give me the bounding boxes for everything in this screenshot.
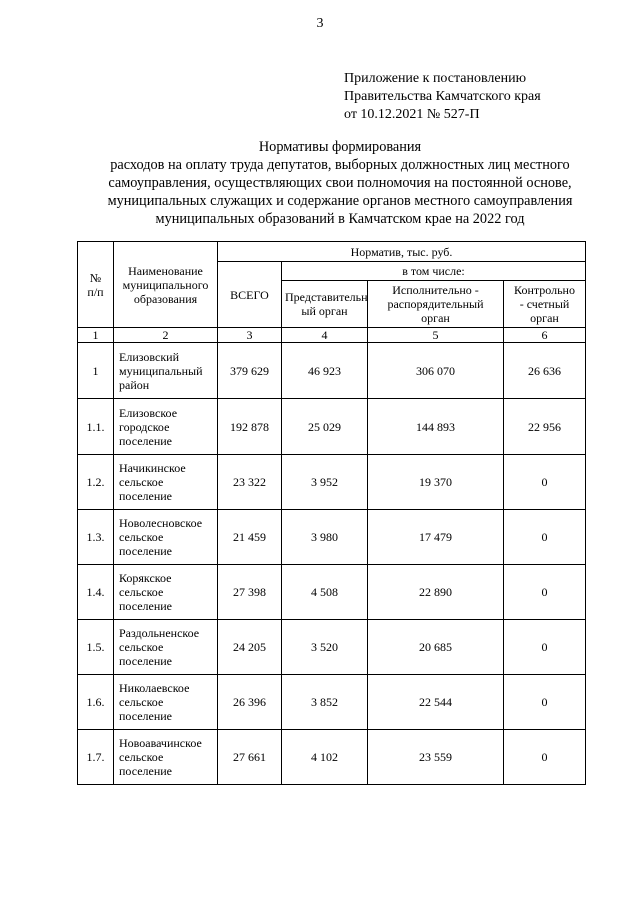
appendix-reference [344,70,624,124]
table-row [78,730,586,785]
column-number: 6 [504,328,586,343]
column-number: 4 [282,328,368,343]
row-exec: 22 544 [368,675,504,730]
row-number: 1 [78,343,114,399]
row-name-line: сельское [119,750,164,764]
header-audit [504,281,586,328]
row-audit: 0 [504,510,586,565]
row-total: 26 396 [218,675,282,730]
header-num-line: п/п [87,284,104,299]
row-total: 379 629 [218,343,282,399]
row-exec: 19 370 [368,455,504,510]
row-audit: 0 [504,620,586,675]
row-exec: 22 890 [368,565,504,620]
table-row [78,620,586,675]
row-total: 21 459 [218,510,282,565]
title-line: муниципальных служащих и содержание органов местного самоуправления [107,193,573,209]
row-name-line: городское [119,419,170,434]
header-rep-line: Представительн [285,290,368,304]
row-rep: 25 029 [282,399,368,455]
header-name [114,242,218,328]
column-number: 1 [78,328,114,343]
row-exec: 20 685 [368,620,504,675]
row-name-line: муниципальный [119,363,203,378]
row-name-line: поселение [119,489,173,503]
row-rep: 4 508 [282,565,368,620]
row-name [114,510,218,565]
appendix-line: Приложение к постановлению [344,71,527,86]
row-name [114,675,218,730]
row-name-line: Корякское [119,571,172,585]
table-row [78,510,586,565]
header-exec-line: Исполнительно - [392,283,479,297]
row-name-line: сельское [119,530,164,544]
row-name [114,565,218,620]
row-number: 1.4. [78,565,114,620]
row-audit: 0 [504,565,586,620]
row-audit: 0 [504,730,586,785]
row-name-line: поселение [119,654,173,668]
norms-table [77,241,586,785]
row-exec: 306 070 [368,343,504,399]
row-name-line: сельское [119,475,164,489]
row-total: 192 878 [218,399,282,455]
table-row [78,565,586,620]
header-norm: Норматив, тыс. руб. [218,242,586,262]
row-audit: 0 [504,455,586,510]
header-name-line: муниципального [122,277,209,292]
row-name [114,620,218,675]
row-audit: 26 636 [504,343,586,399]
row-rep: 3 520 [282,620,368,675]
header-name-line: Наименование [128,263,203,278]
header-exec-line: распорядительный [387,297,484,311]
row-name-line: Елизовский [119,349,180,364]
row-number: 1.1. [78,399,114,455]
row-audit: 22 956 [504,399,586,455]
row-audit: 0 [504,675,586,730]
row-name [114,399,218,455]
row-exec: 23 559 [368,730,504,785]
title-line: муниципальных образований в Камчатском крае на 2022 год [155,211,525,227]
row-number: 1.7. [78,730,114,785]
table-header-row [78,242,586,262]
row-name [114,455,218,510]
row-name [114,343,218,399]
row-name-line: Новоавачинское [119,736,202,750]
row-name-line: сельское [119,640,164,654]
row-number: 1.2. [78,455,114,510]
title-line: Нормативы формирования [258,139,422,155]
table-row [78,399,586,455]
row-exec: 144 893 [368,399,504,455]
row-rep: 46 923 [282,343,368,399]
table-body [78,343,586,785]
header-including: в том числе: [282,262,586,281]
row-number: 1.3. [78,510,114,565]
table-row [78,675,586,730]
header-rep-line: ый орган [301,304,348,318]
column-number: 2 [114,328,218,343]
row-name-line: Начикинское [119,461,186,475]
row-name-line: Николаевское [119,681,190,695]
row-total: 27 661 [218,730,282,785]
header-audit-line: Контрольно [514,283,575,297]
page-number: 3 [316,16,324,31]
header-audit-line: - счетный [519,297,570,311]
header-exec [368,281,504,328]
table-row [78,343,586,399]
header-total: ВСЕГО [218,262,282,328]
row-exec: 17 479 [368,510,504,565]
table-row [78,455,586,510]
appendix-line: Правительства Камчатского края [344,89,541,104]
row-total: 24 205 [218,620,282,675]
row-name-line: Елизовское [119,405,178,420]
row-name-line: поселение [119,709,173,723]
document-title [70,138,610,228]
column-number: 3 [218,328,282,343]
row-name-line: Раздольненское [119,626,200,640]
row-name-line: сельское [119,585,164,599]
appendix-line: от 10.12.2021 № 527-П [344,107,480,122]
header-audit-line: орган [530,311,559,325]
title-line: самоуправления, осуществляющих свои полномочия на постоянной основе, [108,175,572,191]
row-total: 27 398 [218,565,282,620]
row-rep: 3 952 [282,455,368,510]
row-name-line: поселение [119,433,173,448]
row-rep: 3 980 [282,510,368,565]
header-name-line: образования [133,291,198,306]
row-name-line: поселение [119,544,173,558]
header-exec-line: орган [421,311,450,325]
title-line: расходов на оплату труда депутатов, выборных должностных лиц местного [110,157,570,173]
row-rep: 3 852 [282,675,368,730]
header-num [78,242,114,328]
row-name-line: поселение [119,599,173,613]
column-number: 5 [368,328,504,343]
row-total: 23 322 [218,455,282,510]
header-num-line: № [89,270,102,285]
row-name-line: поселение [119,764,173,778]
row-rep: 4 102 [282,730,368,785]
row-name [114,730,218,785]
column-number-row [78,328,586,343]
row-name-line: сельское [119,695,164,709]
row-name-line: район [119,377,150,392]
row-number: 1.5. [78,620,114,675]
row-name-line: Новолесновское [119,516,203,530]
row-number: 1.6. [78,675,114,730]
header-rep [282,281,368,328]
